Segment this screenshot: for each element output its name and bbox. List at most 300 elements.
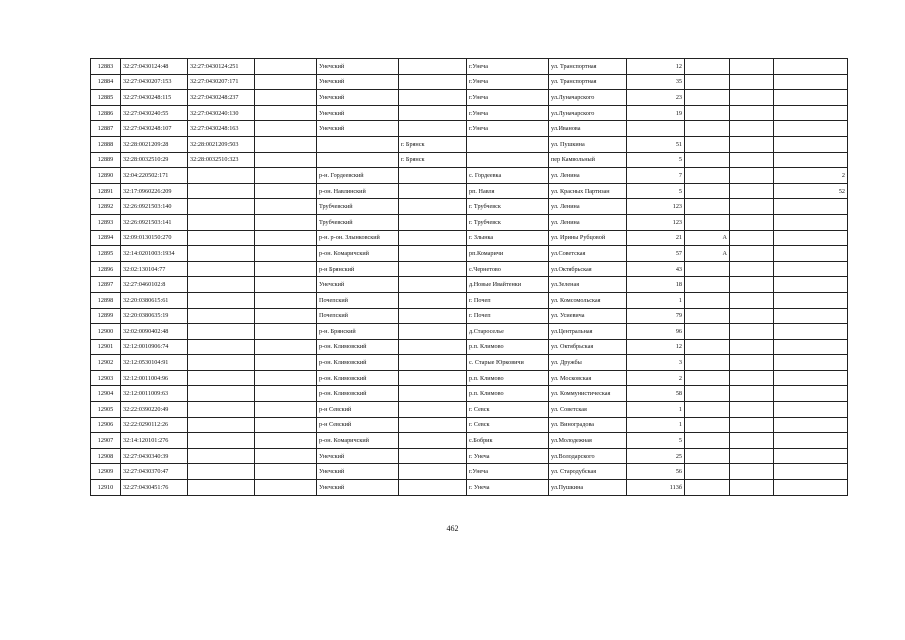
blank-col-cell — [255, 59, 317, 75]
street-cell: ул. Транспортная — [549, 59, 627, 75]
blank-col-cell — [255, 246, 317, 262]
house-number-cell: 35 — [627, 74, 685, 90]
district-cell: р-он. Климовский — [317, 339, 399, 355]
record-number-cell: 12894 — [91, 230, 121, 246]
table-row — [91, 370, 848, 386]
record-number-cell: 12903 — [91, 370, 121, 386]
table-row — [91, 386, 848, 402]
street-cell: ул. Ирины Рубцовой — [549, 230, 627, 246]
table-row — [91, 168, 848, 184]
parent-cadastral-number-cell: 32:28:0021209:503 — [188, 136, 255, 152]
building-letter-cell — [685, 136, 730, 152]
extra-col-cell — [730, 277, 774, 293]
apartment-cell — [774, 74, 848, 90]
record-number-cell: 12883 — [91, 59, 121, 75]
street-cell: ул.Володарского — [549, 448, 627, 464]
parent-cadastral-number-cell — [188, 370, 255, 386]
apartment-cell — [774, 152, 848, 168]
city-cell — [399, 277, 467, 293]
extra-col-cell — [730, 90, 774, 106]
extra-col-cell — [730, 433, 774, 449]
house-number-cell: 51 — [627, 136, 685, 152]
cadastral-number-cell: 32:02:0090402:48 — [121, 324, 188, 340]
blank-col-cell — [255, 292, 317, 308]
record-number-cell: 12892 — [91, 199, 121, 215]
table-row — [91, 105, 848, 121]
building-letter-cell — [685, 183, 730, 199]
house-number-cell — [627, 121, 685, 137]
district-cell: р-он. Климовский — [317, 355, 399, 371]
parent-cadastral-number-cell — [188, 402, 255, 418]
extra-col-cell — [730, 74, 774, 90]
district-cell: р-н. р-он. Злынковский — [317, 230, 399, 246]
building-letter-cell — [685, 464, 730, 480]
extra-col-cell — [730, 136, 774, 152]
locality-cell — [467, 136, 549, 152]
blank-col-cell — [255, 324, 317, 340]
cadastral-number-cell: 32:27:0430340:39 — [121, 448, 188, 464]
extra-col-cell — [730, 261, 774, 277]
apartment-cell — [774, 246, 848, 262]
street-cell: ул. Дружбы — [549, 355, 627, 371]
city-cell — [399, 105, 467, 121]
extra-col-cell — [730, 355, 774, 371]
street-cell: ул.Луначарского — [549, 105, 627, 121]
page-number: 462 — [446, 524, 459, 533]
building-letter-cell — [685, 308, 730, 324]
city-cell — [399, 417, 467, 433]
locality-cell: р.п. Климово — [467, 339, 549, 355]
district-cell: Унечский — [317, 59, 399, 75]
street-cell: пер Камвольный — [549, 152, 627, 168]
city-cell — [399, 168, 467, 184]
apartment-cell — [774, 386, 848, 402]
register-table — [90, 58, 848, 496]
cadastral-number-cell: 32:26:0921503:141 — [121, 214, 188, 230]
locality-cell: р.п. Климово — [467, 386, 549, 402]
table-row — [91, 433, 848, 449]
cadastral-number-cell: 32:20:0380635:19 — [121, 308, 188, 324]
locality-cell: д.Староселье — [467, 324, 549, 340]
cadastral-number-cell: 32:14:0201003:1934 — [121, 246, 188, 262]
building-letter-cell — [685, 152, 730, 168]
building-letter-cell — [685, 277, 730, 293]
cadastral-number-cell: 32:27:0430248:107 — [121, 121, 188, 137]
street-cell: ул.Луначарского — [549, 90, 627, 106]
cadastral-number-cell: 32:17:0960226:209 — [121, 183, 188, 199]
extra-col-cell — [730, 230, 774, 246]
house-number-cell: 123 — [627, 214, 685, 230]
cadastral-number-cell: 32:12:0010906:74 — [121, 339, 188, 355]
street-cell: ул.Октябрьская — [549, 261, 627, 277]
parent-cadastral-number-cell — [188, 292, 255, 308]
table-row — [91, 402, 848, 418]
table-row — [91, 261, 848, 277]
building-letter-cell — [685, 59, 730, 75]
city-cell — [399, 339, 467, 355]
district-cell: р-он. Навлинский — [317, 183, 399, 199]
apartment-cell: 2 — [774, 168, 848, 184]
parent-cadastral-number-cell — [188, 230, 255, 246]
blank-col-cell — [255, 480, 317, 496]
blank-col-cell — [255, 214, 317, 230]
house-number-cell: 7 — [627, 168, 685, 184]
apartment-cell — [774, 417, 848, 433]
apartment-cell — [774, 214, 848, 230]
street-cell: ул. Стародубская — [549, 464, 627, 480]
district-cell: Унечский — [317, 464, 399, 480]
blank-col-cell — [255, 402, 317, 418]
apartment-cell — [774, 339, 848, 355]
table-row — [91, 59, 848, 75]
district-cell: Унечский — [317, 448, 399, 464]
extra-col-cell — [730, 402, 774, 418]
cadastral-number-cell: 32:26:0921503:140 — [121, 199, 188, 215]
blank-col-cell — [255, 152, 317, 168]
city-cell — [399, 324, 467, 340]
blank-col-cell — [255, 339, 317, 355]
building-letter-cell — [685, 480, 730, 496]
apartment-cell — [774, 59, 848, 75]
record-number-cell: 12890 — [91, 168, 121, 184]
house-number-cell: 1 — [627, 417, 685, 433]
blank-col-cell — [255, 168, 317, 184]
apartment-cell — [774, 105, 848, 121]
parent-cadastral-number-cell — [188, 448, 255, 464]
building-letter-cell — [685, 324, 730, 340]
blank-col-cell — [255, 308, 317, 324]
parent-cadastral-number-cell: 32:27:0430124:251 — [188, 59, 255, 75]
record-number-cell: 12885 — [91, 90, 121, 106]
blank-col-cell — [255, 261, 317, 277]
street-cell: ул.Иванова — [549, 121, 627, 137]
cadastral-number-cell: 32:12:0530104:91 — [121, 355, 188, 371]
table-row — [91, 199, 848, 215]
apartment-cell — [774, 324, 848, 340]
extra-col-cell — [730, 105, 774, 121]
apartment-cell — [774, 370, 848, 386]
locality-cell: д.Новые Ивайтенки — [467, 277, 549, 293]
locality-cell: г.Унеча — [467, 464, 549, 480]
district-cell: Унечский — [317, 121, 399, 137]
house-number-cell: 19 — [627, 105, 685, 121]
parent-cadastral-number-cell — [188, 480, 255, 496]
extra-col-cell — [730, 246, 774, 262]
parent-cadastral-number-cell — [188, 199, 255, 215]
record-number-cell: 12888 — [91, 136, 121, 152]
record-number-cell: 12895 — [91, 246, 121, 262]
district-cell: р-он. Комаричский — [317, 433, 399, 449]
locality-cell: г. Унеча — [467, 480, 549, 496]
district-cell: Почепский — [317, 292, 399, 308]
building-letter-cell — [685, 199, 730, 215]
city-cell: г. Брянск — [399, 152, 467, 168]
house-number-cell: 123 — [627, 199, 685, 215]
blank-col-cell — [255, 90, 317, 106]
building-letter-cell: А — [685, 230, 730, 246]
table-row — [91, 277, 848, 293]
parent-cadastral-number-cell — [188, 214, 255, 230]
blank-col-cell — [255, 464, 317, 480]
house-number-cell: 3 — [627, 355, 685, 371]
district-cell: Унечский — [317, 277, 399, 293]
locality-cell: с.Бобрик — [467, 433, 549, 449]
city-cell — [399, 246, 467, 262]
blank-col-cell — [255, 386, 317, 402]
house-number-cell: 43 — [627, 261, 685, 277]
city-cell — [399, 59, 467, 75]
city-cell — [399, 90, 467, 106]
record-number-cell: 12889 — [91, 152, 121, 168]
district-cell: Почепский — [317, 308, 399, 324]
extra-col-cell — [730, 370, 774, 386]
locality-cell: г.Унеча — [467, 90, 549, 106]
street-cell: ул. Октябрьская — [549, 339, 627, 355]
city-cell — [399, 183, 467, 199]
house-number-cell: 79 — [627, 308, 685, 324]
house-number-cell: 2 — [627, 370, 685, 386]
apartment-cell — [774, 308, 848, 324]
table-row — [91, 246, 848, 262]
locality-cell: г. Унеча — [467, 448, 549, 464]
extra-col-cell — [730, 324, 774, 340]
extra-col-cell — [730, 183, 774, 199]
street-cell: ул. Пушкина — [549, 136, 627, 152]
street-cell: ул.Пушкина — [549, 480, 627, 496]
blank-col-cell — [255, 277, 317, 293]
district-cell: р-н. Гордеевский — [317, 168, 399, 184]
table-row — [91, 324, 848, 340]
extra-col-cell — [730, 121, 774, 137]
street-cell: ул. Московская — [549, 370, 627, 386]
house-number-cell: 58 — [627, 386, 685, 402]
building-letter-cell — [685, 105, 730, 121]
city-cell — [399, 74, 467, 90]
cadastral-number-cell: 32:20:0380615:61 — [121, 292, 188, 308]
house-number-cell: 57 — [627, 246, 685, 262]
apartment-cell — [774, 199, 848, 215]
record-number-cell: 12899 — [91, 308, 121, 324]
street-cell: ул. Ленина — [549, 214, 627, 230]
cadastral-number-cell: 32:02:130104:77 — [121, 261, 188, 277]
parent-cadastral-number-cell: 32:27:0430240:130 — [188, 105, 255, 121]
house-number-cell: 5 — [627, 152, 685, 168]
house-number-cell: 23 — [627, 90, 685, 106]
parent-cadastral-number-cell — [188, 246, 255, 262]
district-cell: р-он. Климовский — [317, 370, 399, 386]
apartment-cell — [774, 90, 848, 106]
locality-cell: рп.Комаричи — [467, 246, 549, 262]
street-cell: ул. Коммунистическая — [549, 386, 627, 402]
house-number-cell: 12 — [627, 59, 685, 75]
extra-col-cell — [730, 168, 774, 184]
blank-col-cell — [255, 230, 317, 246]
city-cell — [399, 433, 467, 449]
district-cell: Трубчевский — [317, 214, 399, 230]
cadastral-number-cell: 32:12:0011004:96 — [121, 370, 188, 386]
street-cell: ул. Виноградова — [549, 417, 627, 433]
table-row — [91, 308, 848, 324]
street-cell: ул. Транспортная — [549, 74, 627, 90]
building-letter-cell — [685, 292, 730, 308]
locality-cell: г. Трубчевск — [467, 199, 549, 215]
cadastral-number-cell: 32:27:0430451:76 — [121, 480, 188, 496]
blank-col-cell — [255, 448, 317, 464]
city-cell: г. Брянск — [399, 136, 467, 152]
street-cell: ул.Зеленая — [549, 277, 627, 293]
apartment-cell — [774, 355, 848, 371]
locality-cell: с.Чернетово — [467, 261, 549, 277]
city-cell — [399, 121, 467, 137]
record-number-cell: 12896 — [91, 261, 121, 277]
locality-cell: р.п. Климово — [467, 370, 549, 386]
cadastral-number-cell: 32:28:0021209:28 — [121, 136, 188, 152]
house-number-cell: 5 — [627, 183, 685, 199]
house-number-cell: 21 — [627, 230, 685, 246]
house-number-cell: 56 — [627, 464, 685, 480]
parent-cadastral-number-cell — [188, 386, 255, 402]
apartment-cell — [774, 402, 848, 418]
house-number-cell: 5 — [627, 433, 685, 449]
building-letter-cell: А — [685, 246, 730, 262]
table-row — [91, 464, 848, 480]
locality-cell: г. Севск — [467, 417, 549, 433]
locality-cell — [467, 152, 549, 168]
parent-cadastral-number-cell — [188, 464, 255, 480]
table-row — [91, 214, 848, 230]
cadastral-number-cell: 32:14:120101:276 — [121, 433, 188, 449]
street-cell: ул. Усиевича — [549, 308, 627, 324]
district-cell — [317, 136, 399, 152]
apartment-cell — [774, 480, 848, 496]
blank-col-cell — [255, 121, 317, 137]
district-cell: р-н. Брянский — [317, 324, 399, 340]
cadastral-number-cell: 32:22:0290112:26 — [121, 417, 188, 433]
apartment-cell — [774, 464, 848, 480]
table-row — [91, 417, 848, 433]
district-cell: Унечский — [317, 105, 399, 121]
parent-cadastral-number-cell: 32:27:0430207:171 — [188, 74, 255, 90]
record-number-cell: 12905 — [91, 402, 121, 418]
blank-col-cell — [255, 199, 317, 215]
parent-cadastral-number-cell — [188, 183, 255, 199]
extra-col-cell — [730, 59, 774, 75]
table-row — [91, 136, 848, 152]
extra-col-cell — [730, 464, 774, 480]
house-number-cell: 96 — [627, 324, 685, 340]
street-cell: ул. Советская — [549, 402, 627, 418]
building-letter-cell — [685, 355, 730, 371]
record-number-cell: 12893 — [91, 214, 121, 230]
parent-cadastral-number-cell — [188, 308, 255, 324]
record-number-cell: 12891 — [91, 183, 121, 199]
apartment-cell — [774, 448, 848, 464]
parent-cadastral-number-cell — [188, 324, 255, 340]
city-cell — [399, 355, 467, 371]
district-cell: р-он. Комаричский — [317, 246, 399, 262]
parent-cadastral-number-cell: 32:28:0032510:323 — [188, 152, 255, 168]
building-letter-cell — [685, 386, 730, 402]
building-letter-cell — [685, 121, 730, 137]
city-cell — [399, 199, 467, 215]
street-cell: ул.Центральная — [549, 324, 627, 340]
record-number-cell: 12901 — [91, 339, 121, 355]
record-number-cell: 12910 — [91, 480, 121, 496]
record-number-cell: 12898 — [91, 292, 121, 308]
extra-col-cell — [730, 308, 774, 324]
table-row — [91, 480, 848, 496]
table-row — [91, 448, 848, 464]
extra-col-cell — [730, 386, 774, 402]
record-number-cell: 12906 — [91, 417, 121, 433]
building-letter-cell — [685, 417, 730, 433]
extra-col-cell — [730, 292, 774, 308]
building-letter-cell — [685, 261, 730, 277]
blank-col-cell — [255, 183, 317, 199]
locality-cell: г. Почеп — [467, 292, 549, 308]
city-cell — [399, 230, 467, 246]
parent-cadastral-number-cell — [188, 433, 255, 449]
street-cell: ул. Ленина — [549, 199, 627, 215]
apartment-cell — [774, 277, 848, 293]
building-letter-cell — [685, 168, 730, 184]
city-cell — [399, 292, 467, 308]
table-row — [91, 90, 848, 106]
district-cell: Унечский — [317, 74, 399, 90]
cadastral-number-cell: 32:28:0032510:29 — [121, 152, 188, 168]
extra-col-cell — [730, 480, 774, 496]
house-number-cell: 1 — [627, 402, 685, 418]
record-number-cell: 12884 — [91, 74, 121, 90]
blank-col-cell — [255, 417, 317, 433]
record-number-cell: 12908 — [91, 448, 121, 464]
record-number-cell: 12904 — [91, 386, 121, 402]
table-row — [91, 292, 848, 308]
house-number-cell: 18 — [627, 277, 685, 293]
record-number-cell: 12887 — [91, 121, 121, 137]
locality-cell: г.Унеча — [467, 121, 549, 137]
city-cell — [399, 261, 467, 277]
apartment-cell — [774, 230, 848, 246]
district-cell: Унечский — [317, 480, 399, 496]
building-letter-cell — [685, 402, 730, 418]
building-letter-cell — [685, 448, 730, 464]
locality-cell: г.Унеча — [467, 59, 549, 75]
apartment-cell — [774, 261, 848, 277]
district-cell: р-он. Климовский — [317, 386, 399, 402]
extra-col-cell — [730, 417, 774, 433]
table-row — [91, 355, 848, 371]
street-cell: ул. Ленина — [549, 168, 627, 184]
table-row — [91, 74, 848, 90]
blank-col-cell — [255, 433, 317, 449]
register-rows — [91, 59, 848, 496]
cadastral-number-cell: 32:12:0011009:63 — [121, 386, 188, 402]
city-cell — [399, 464, 467, 480]
cadastral-number-cell: 32:27:0430240:55 — [121, 105, 188, 121]
street-cell: ул.Советская — [549, 246, 627, 262]
district-cell: р-н Севский — [317, 402, 399, 418]
building-letter-cell — [685, 370, 730, 386]
parent-cadastral-number-cell — [188, 339, 255, 355]
cadastral-number-cell: 32:27:0430370:47 — [121, 464, 188, 480]
cadastral-number-cell: 32:22:0390220:49 — [121, 402, 188, 418]
street-cell: ул.Молодежная — [549, 433, 627, 449]
blank-col-cell — [255, 370, 317, 386]
district-cell: р-н Севский — [317, 417, 399, 433]
parent-cadastral-number-cell — [188, 168, 255, 184]
building-letter-cell — [685, 90, 730, 106]
